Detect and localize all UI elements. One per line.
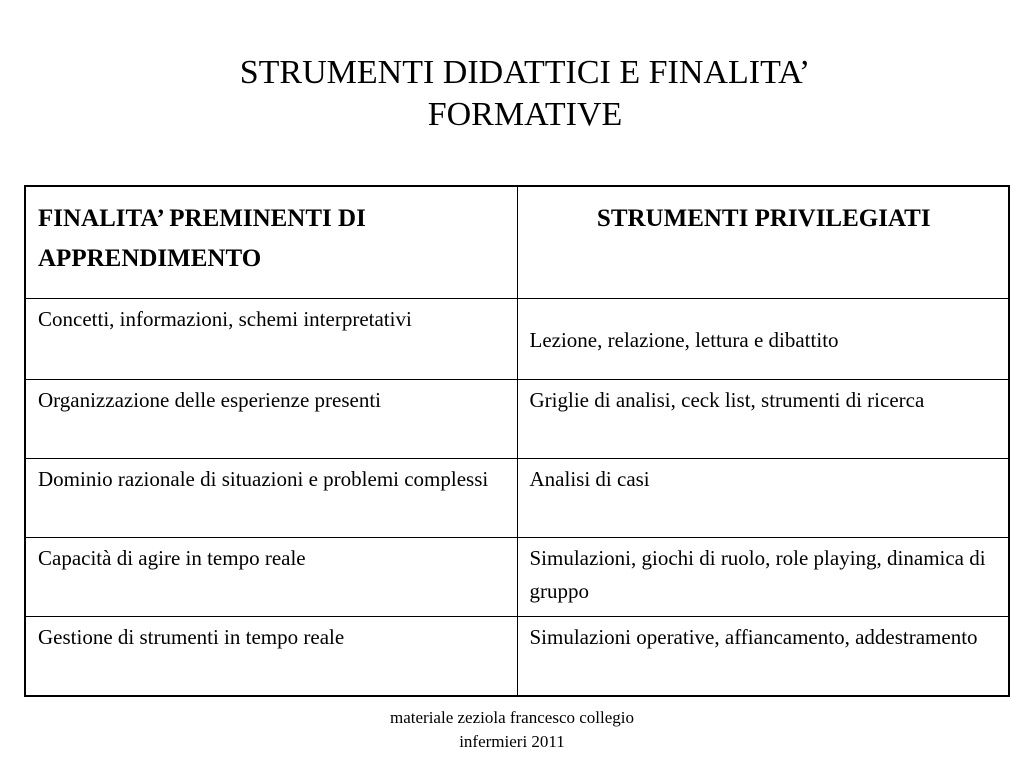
cell-finalita: Capacità di agire in tempo reale <box>25 537 517 616</box>
footer-line-1: materiale zeziola francesco collegio <box>390 708 634 727</box>
cell-strumenti: Analisi di casi <box>517 458 1009 537</box>
table-row <box>25 379 1009 458</box>
cell-strumenti: Simulazioni, giochi di ruolo, role playing, dinamica di gruppo <box>517 537 1009 616</box>
table-row <box>25 458 1009 537</box>
header-finalita: FINALITA’ PREMINENTI DI APPRENDIMENTO <box>25 186 517 298</box>
cell-finalita: Gestione di strumenti in tempo reale <box>25 616 517 696</box>
cell-finalita: Organizzazione delle esperienze presenti <box>25 379 517 458</box>
slide-title <box>110 52 940 136</box>
header-strumenti: STRUMENTI PRIVILEGIATI <box>517 186 1009 298</box>
cell-finalita: Dominio razionale di situazioni e problemi complessi <box>25 458 517 537</box>
table-row <box>25 616 1009 696</box>
finalita-strumenti-table <box>24 185 1010 697</box>
cell-strumenti: Lezione, relazione, lettura e dibattito <box>517 298 1009 379</box>
table-header-row <box>25 186 1009 298</box>
table-row <box>25 537 1009 616</box>
slide-title-line-1: STRUMENTI DIDATTICI E FINALITA’ <box>239 54 811 91</box>
cell-strumenti: Griglie di analisi, ceck list, strumenti di ricerca <box>517 379 1009 458</box>
table-row <box>25 298 1009 379</box>
slide-title-line-2: FORMATIVE <box>427 96 623 133</box>
cell-strumenti: Simulazioni operative, affiancamento, addestramento <box>517 616 1009 696</box>
slide-footer <box>330 706 694 754</box>
footer-line-2: infermieri 2011 <box>459 732 565 751</box>
cell-finalita: Concetti, informazioni, schemi interpretativi <box>25 298 517 379</box>
